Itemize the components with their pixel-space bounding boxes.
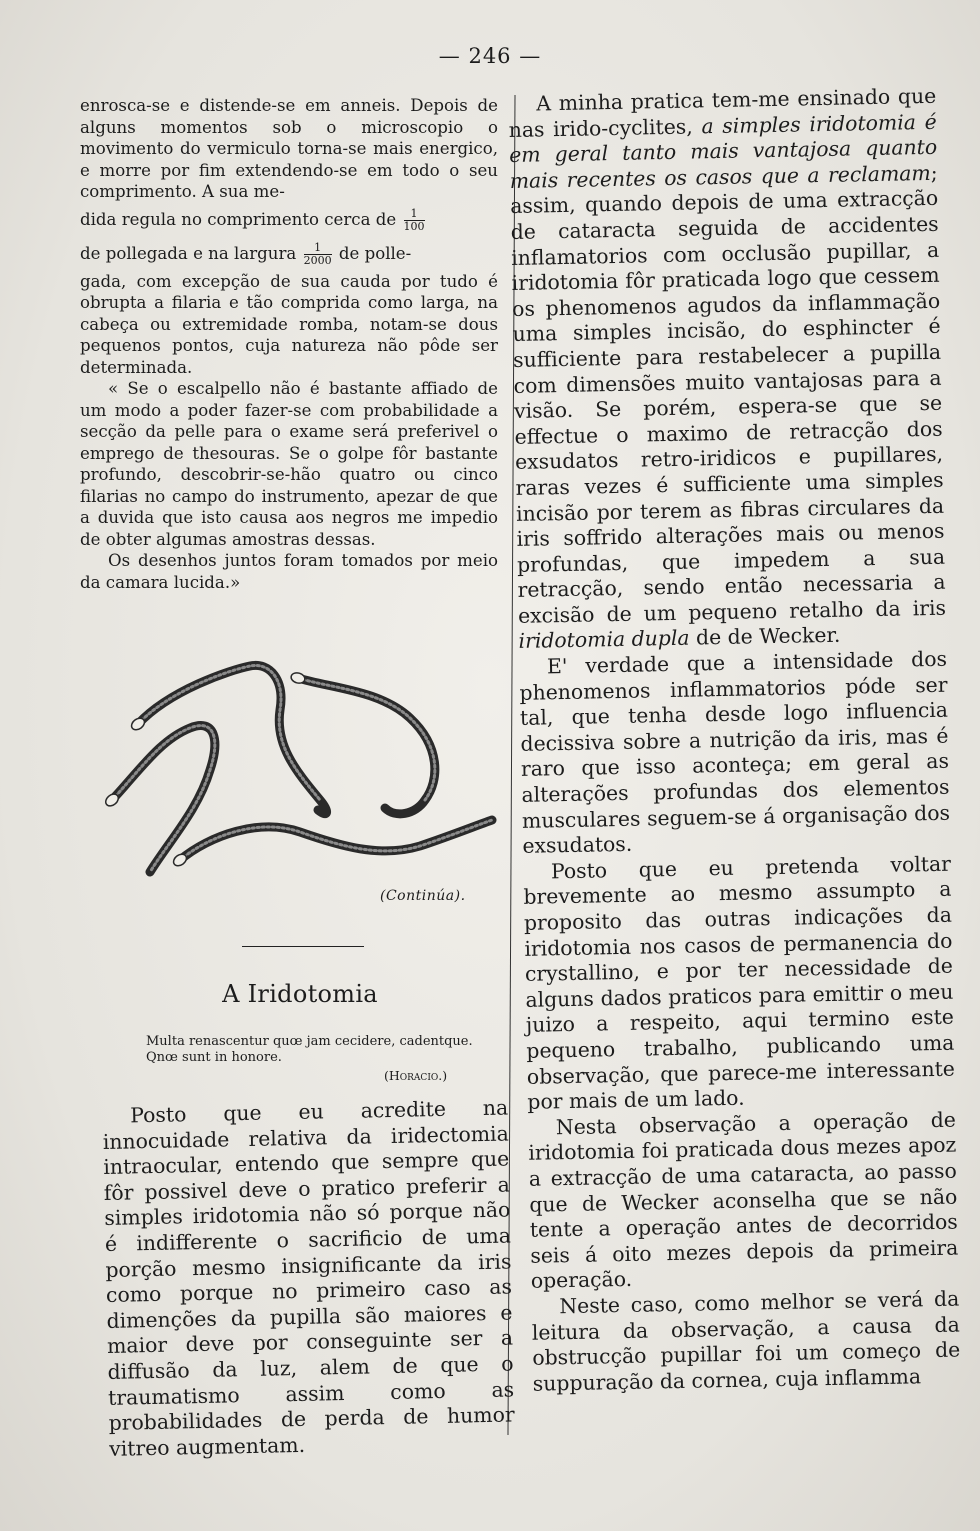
fraction-width-numerator: 1: [304, 242, 332, 255]
paragraph-right-3: Posto que eu pretenda voltar brevemente ao mesmo assumpto a proposito das outras indicações da iridotomia nos casos de permanencia do crystallino, e por ter necessidade de alguns dados praticos para emittir o meu juizo a respeito, aqui termino este pequeno trabalho, publicando uma observação, que parece-me interessante por mais de um lado.: [523, 851, 956, 1114]
paragraph-right-1-emphasis-2: iridotomia dupla: [518, 626, 690, 654]
paragraph-iridotomia-1: Posto que eu acredite na innocuidade relativa da iridectomia intraocular, entendo que sempre que fôr possivel deve o pratico preferir a simples iridotomia não só porque não é indifferente o sacrificio de uma porção mesmo insignificante da iris como porque no primeiro caso as dimenções da pupilla são maiores e maior deve por conseguinte ser a diffusão da luz, alem de que o traumatismo assim como as probabilidades de perda de humor vitreo augmentam.: [102, 1095, 515, 1461]
fraction-length: [404, 208, 425, 233]
worm-4: [180, 820, 492, 860]
fraction-length-numerator: 1: [404, 208, 425, 221]
paragraph-right-1b: ; assim, quando depois de uma extracção de cataracta seguida de accidentes inflamatorios com occlusão pupillar, a iridotomia fôr praticada logo que cessem os phenomenos agudos da inflammação uma simples incisão, do esphincter é sufficiente para restabelecer a pupilla com dimensões muito vantajosas para a visão. Se porém, espera-se que se effectue o maximo de retracção dos exsudatos retro-iridicos e pupillares, raras vezes é sufficiente uma simples incisão por terem as fibras circulares da iris soffrido alterações mais ou menos profundas, que impedem a sua retracção, sendo então necessaria a excisão de um pequeno retalho da iris: [509, 160, 947, 628]
paragraph-right-2: E' verdade que a intensidade dos phenomenos inflammatorios póde ser tal, que tenha desde logo influencia decissiva sobre a nutrição da iris, mas é raro que isso aconteça; em geral as alterações profundas dos elementos musculares seguem-se á organisação dos exsudatos.: [519, 646, 951, 859]
paragraph-right-1c: de de Wecker.: [695, 623, 841, 650]
measurement-width-text: de pollegada e na largura: [80, 243, 297, 263]
paragraph-right-1-emphasis: a simples iridotomia é em geral tanto mais vantajosa quanto mais recentes os casos que a reclamam: [508, 109, 938, 193]
page-number: — 246 —: [438, 44, 542, 68]
fraction-width: [304, 242, 332, 267]
paragraph-right-4: Nesta observação a operação de iridotomia foi praticada dous mezes apoz a extracção de uma cataracta, ao passo que de Wecker aconselha que se não tente a operação antes de decorridos seis á oito mezes depois da primeira operação.: [528, 1107, 959, 1294]
epigraph: [146, 1034, 508, 1083]
fraction-width-denominator: 2000: [303, 253, 332, 267]
left-lower-column: [102, 1095, 515, 1462]
right-column: [508, 84, 961, 1397]
paragraph-left-1e: gada, com excepção de sua cauda por tudo é obrupta a filaria e tão comprida como larga, na cabeça ou extremidade romba, notam-se dous pequenos pontos, cuja natureza não pôde ser determinada.: [80, 271, 498, 377]
paragraph-left-3: Os desenhos juntos foram tomados por meio da camara lucida.»: [80, 551, 498, 592]
measurement-width-text-end: de polle-: [338, 243, 412, 263]
measurement-length-line: [80, 203, 498, 237]
paragraph-right-1: [508, 84, 947, 655]
continued-note: (Continúa).: [380, 888, 466, 904]
fraction-length-denominator: 100: [403, 219, 425, 233]
filaria-engraving: [80, 650, 500, 890]
measurement-width-line: [80, 237, 498, 271]
epigraph-source: (Horacio.): [384, 1068, 448, 1083]
paragraph-left-2: « Se o escalpello não é bastante affiado de um modo a poder fazer-se com probabilidade a secção da pelle para o exame será preferivel o emprego de thesouras. Se o golpe fôr bastante profundo, descobrir-se-hão quatro ou cinco filarias no campo do instrumento, apezar de que a duvida que isto causa aos negros me impedio de obter algumas amostras dessas.: [80, 379, 498, 549]
left-column: [80, 95, 498, 593]
section-divider: [242, 946, 364, 947]
paragraph-right-5: Neste caso, como melhor se verá da leitura da observação, a causa da obstrucção pupillar foi um começo de suppuração da cornea, cuja inflamma: [531, 1286, 961, 1396]
section-title: A Iridotomia: [222, 980, 378, 1008]
measurement-length-text: dida regula no comprimento cerca de: [80, 209, 397, 229]
paragraph-left-1a: enrosca-se e distende-se em anneis. Depois de alguns momentos sob o microscopio o movimento do vermiculo torna-se mais energico, e morre por fim extendendo-se em todo o seu comprimento. A sua me-: [80, 96, 498, 201]
epigraph-text: Multa renascentur quœ jam cecidere, cadentque. Qnœ sunt in honore.: [146, 1034, 473, 1065]
paragraph-right-1a: A minha pratica tem-me ensinado que nas irido-cyclites,: [508, 83, 937, 142]
